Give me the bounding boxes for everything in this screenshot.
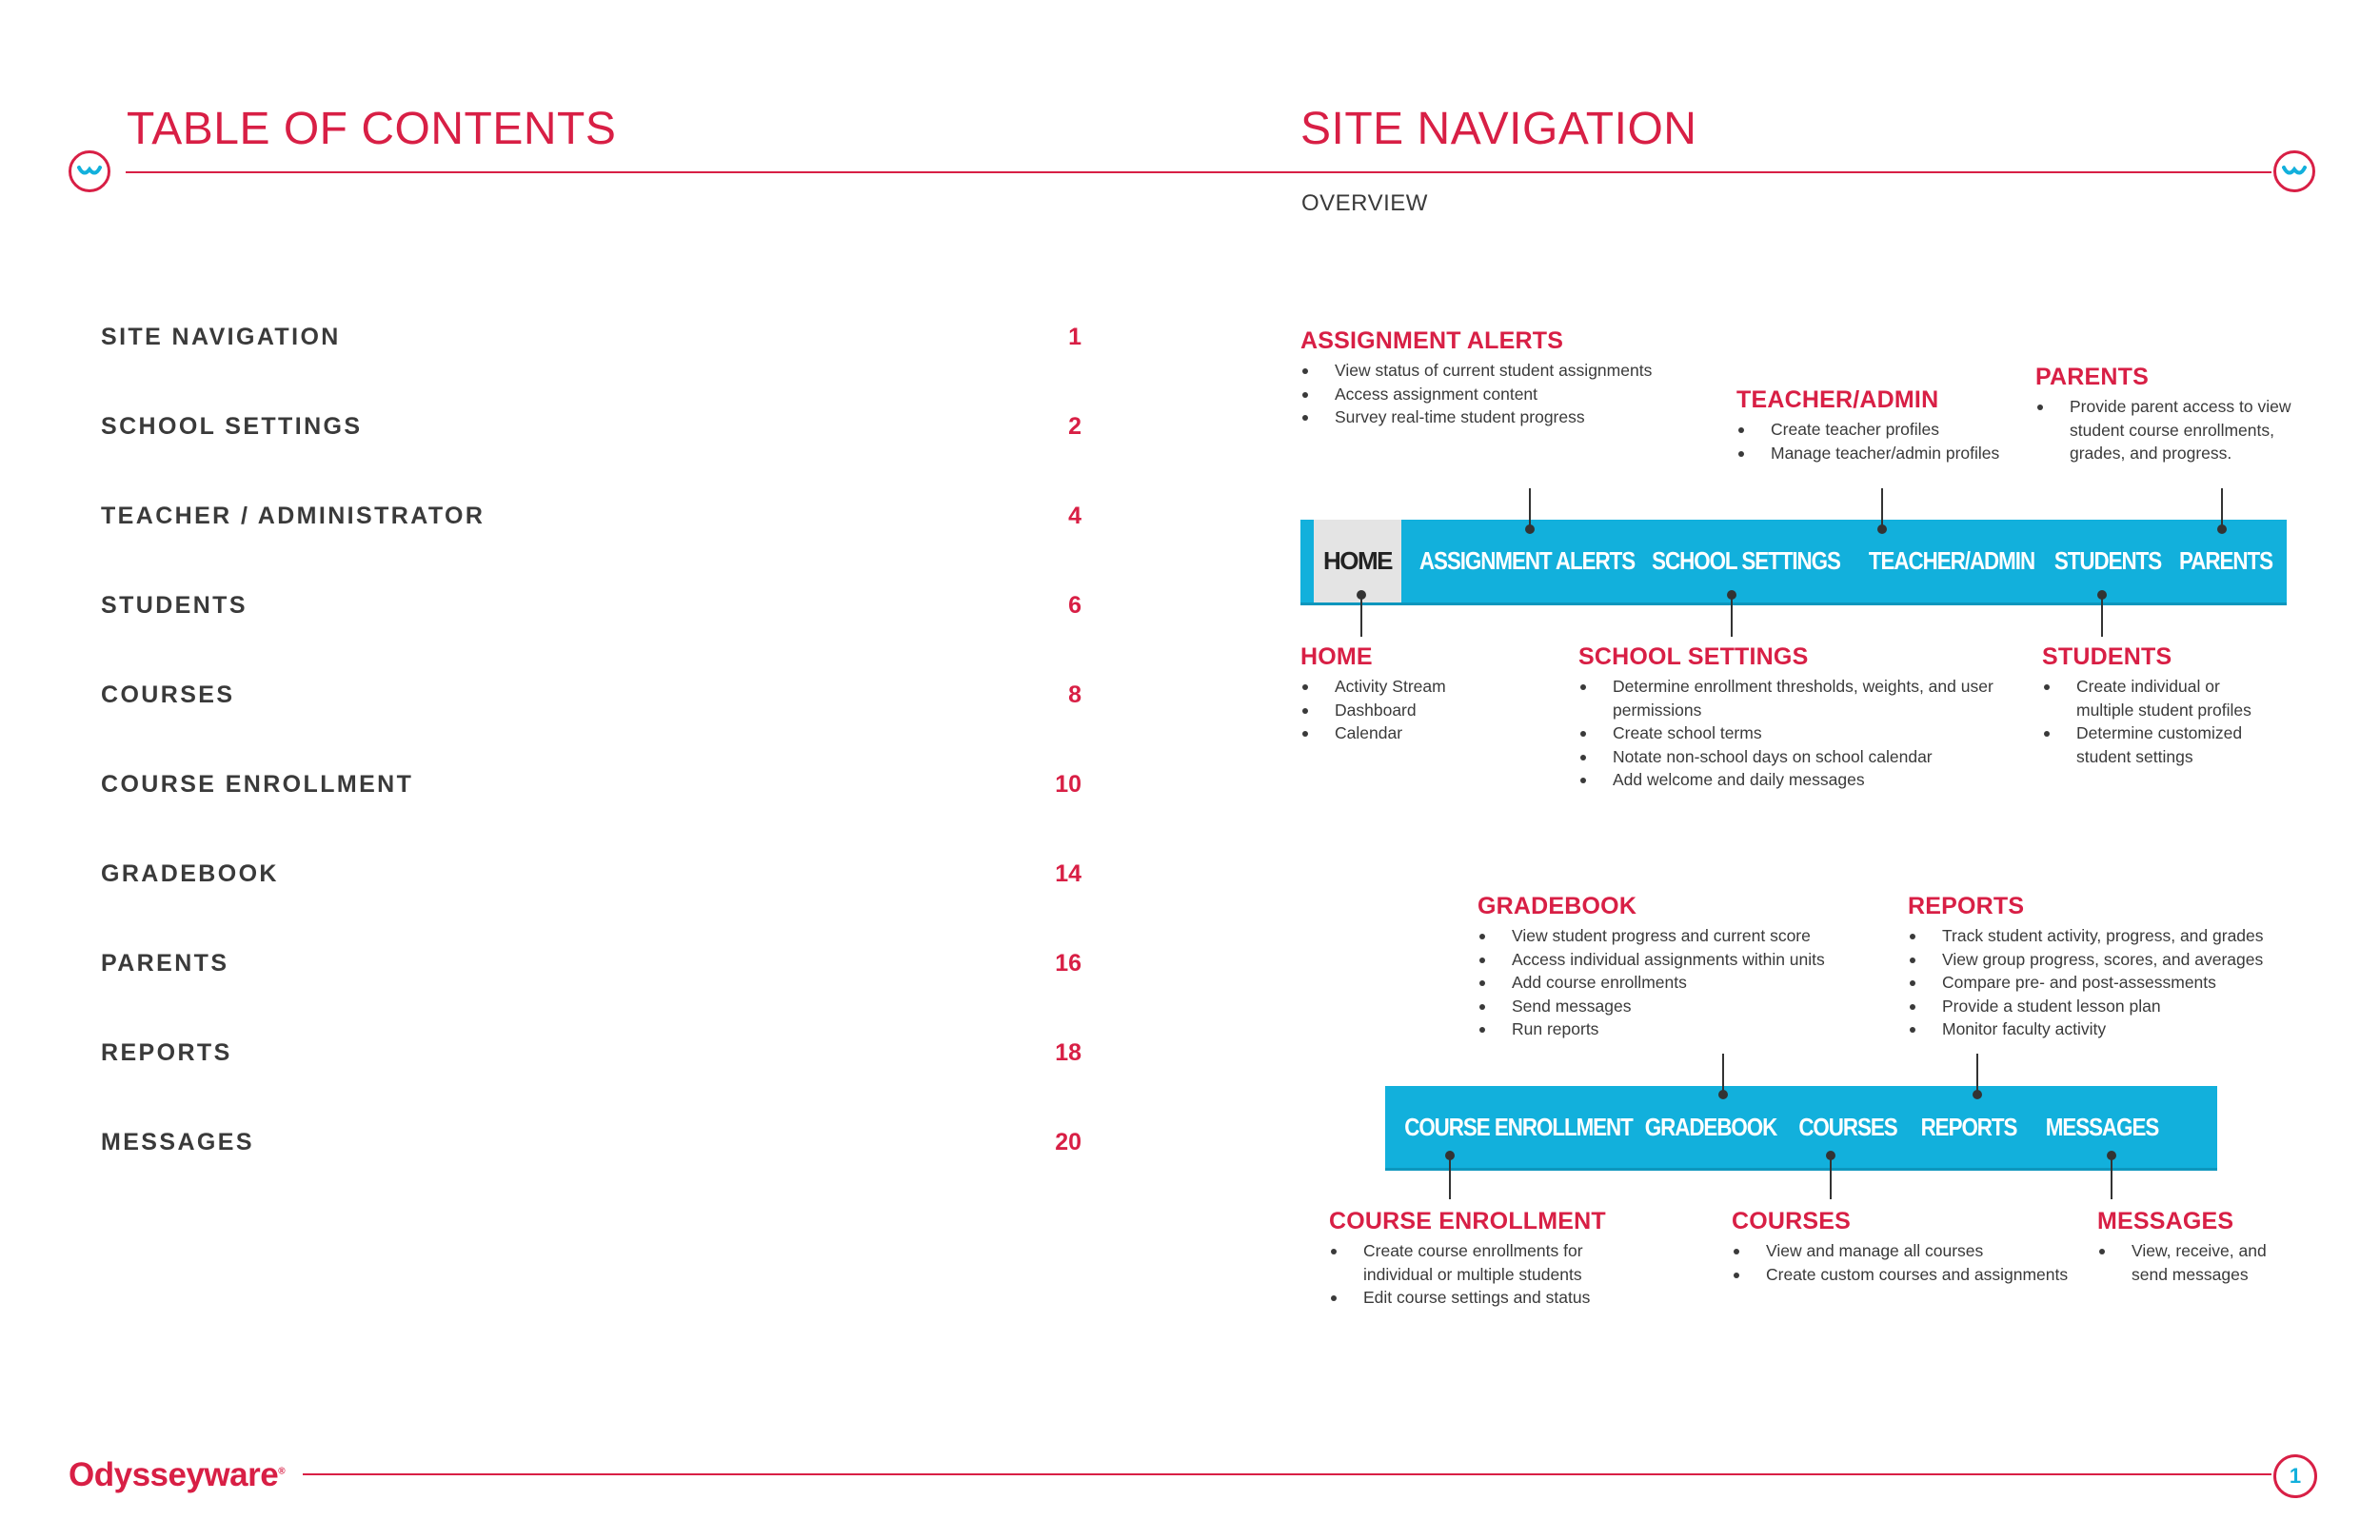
toc-item-label: REPORTS [101, 1039, 232, 1066]
toc-item-label: STUDENTS [101, 592, 248, 619]
toc-item-page: 1 [1068, 324, 1081, 350]
toc-item-page: 16 [1055, 950, 1081, 977]
callout-item: Create school terms [1578, 721, 1997, 745]
callout-item: Provide a student lesson plan [1908, 995, 2327, 1018]
nav-bar-secondary [1385, 1086, 2217, 1171]
nav-gradebook-button[interactable]: GRADEBOOK [1644, 1112, 1777, 1141]
toc-item-page: 4 [1068, 503, 1081, 529]
callout-item: Access individual assignments within units [1478, 948, 1896, 972]
connector-dot [1973, 1090, 1982, 1099]
callout-messages [2097, 1208, 2288, 1286]
toc-item[interactable] [101, 503, 1081, 541]
nav-courses-button[interactable]: COURSES [1798, 1112, 1897, 1141]
callout-title: SCHOOL SETTINGS [1578, 643, 1809, 670]
callout-title: STUDENTS [2042, 643, 2172, 670]
callout-item: Track student activity, progress, and grades [1908, 924, 2327, 948]
footer-rule [303, 1473, 2271, 1475]
callout-students [2042, 643, 2280, 768]
callout-teacher-admin [1736, 386, 2041, 464]
connector-line [1881, 488, 1883, 528]
nav-school-settings-button[interactable]: SCHOOL SETTINGS [1652, 546, 1840, 575]
connector-line [1529, 488, 1531, 528]
callout-title: MESSAGES [2097, 1208, 2234, 1234]
callout-item: Compare pre- and post-assessments [1908, 971, 2327, 995]
callout-title: HOME [1300, 643, 1373, 670]
brand-mark-left-icon [69, 150, 110, 192]
connector-dot [1525, 524, 1535, 534]
brand-logo-text: Odysseyware [69, 1456, 279, 1493]
connector-line [1722, 1054, 1724, 1094]
toc-item-label: COURSES [101, 681, 235, 708]
callout-title: COURSES [1732, 1208, 1852, 1234]
nav-students-button[interactable]: STUDENTS [2053, 546, 2162, 575]
callout-home [1300, 643, 1548, 745]
callout-school-settings [1578, 643, 1997, 792]
brand-mark-right-icon [2273, 150, 2315, 192]
callout-title: ASSIGNMENT ALERTS [1300, 327, 1564, 354]
connector-line [1731, 595, 1733, 637]
callout-item: Determine enrollment thresholds, weights, and user permissions [1578, 675, 1997, 721]
nav-course-enrollment-button[interactable]: COURSE ENROLLMENT [1404, 1112, 1633, 1141]
callout-item: Create teacher profiles [1736, 418, 2041, 442]
page-title-toc: TABLE OF CONTENTS [127, 104, 617, 154]
callout-title: GRADEBOOK [1478, 893, 1637, 919]
callout-item: Determine customized student settings [2042, 721, 2280, 768]
toc-item-label: SCHOOL SETTINGS [101, 413, 363, 440]
toc-item[interactable] [101, 1129, 1081, 1167]
page-title-site-navigation: SITE NAVIGATION [1300, 104, 1697, 154]
toc-item-page: 18 [1055, 1039, 1081, 1066]
toc-item[interactable] [101, 681, 1081, 720]
connector-dot [1877, 524, 1887, 534]
connector-dot [1718, 1090, 1728, 1099]
callout-item: Manage teacher/admin profiles [1736, 442, 2041, 465]
callout-item: Provide parent access to view student course enrollments, grades, and progress. [2035, 395, 2313, 465]
nav-teacher-admin-button[interactable]: TEACHER/ADMIN [1868, 546, 2035, 575]
header-rule [126, 171, 2271, 173]
toc-item[interactable] [101, 1039, 1081, 1077]
toc-item[interactable] [101, 771, 1081, 809]
toc-item[interactable] [101, 950, 1081, 988]
callout-title: PARENTS [2035, 364, 2150, 390]
callout-item: Survey real-time student progress [1300, 405, 1738, 429]
nav-home-button[interactable]: HOME [1314, 520, 1401, 602]
toc-item-label: MESSAGES [101, 1129, 254, 1155]
callout-item: Create individual or multiple student profiles [2042, 675, 2280, 721]
callout-item: View, receive, and send messages [2097, 1239, 2288, 1286]
toc-item[interactable] [101, 413, 1081, 451]
toc-item[interactable] [101, 324, 1081, 362]
connector-line [2221, 488, 2223, 528]
callout-parents [2035, 364, 2313, 465]
callout-item: Add welcome and daily messages [1578, 768, 1997, 792]
connector-line [1449, 1155, 1451, 1199]
connector-line [1976, 1054, 1978, 1094]
toc-item-page: 20 [1055, 1129, 1081, 1155]
toc-item-label: TEACHER / ADMINISTRATOR [101, 503, 486, 529]
toc-item-label: COURSE ENROLLMENT [101, 771, 414, 798]
connector-dot [2217, 524, 2227, 534]
nav-assignment-alerts-button[interactable]: ASSIGNMENT ALERTS [1418, 546, 1636, 575]
toc-item-label: SITE NAVIGATION [101, 324, 341, 350]
page-number-badge: 1 [2273, 1454, 2317, 1498]
toc-item-label: PARENTS [101, 950, 229, 977]
callout-assignment-alerts [1300, 327, 1738, 429]
callout-item: Send messages [1478, 995, 1896, 1018]
callout-item: Create custom courses and assignments [1732, 1263, 2093, 1287]
callout-item: Run reports [1478, 1017, 1896, 1041]
callout-item: Access assignment content [1300, 383, 1738, 406]
toc-item[interactable] [101, 592, 1081, 630]
callout-item: Monitor faculty activity [1908, 1017, 2327, 1041]
nav-reports-button[interactable]: REPORTS [1920, 1112, 2017, 1141]
callout-course-enrollment [1329, 1208, 1634, 1310]
brand-logo: Odysseyware® [69, 1456, 286, 1493]
callout-item: View and manage all courses [1732, 1239, 2093, 1263]
callout-item: Notate non-school days on school calendar [1578, 745, 1997, 769]
callout-item: Activity Stream [1300, 675, 1548, 699]
toc-item-page: 2 [1068, 413, 1081, 440]
connector-line [2101, 595, 2103, 637]
callout-item: View student progress and current score [1478, 924, 1896, 948]
toc-item-page: 14 [1055, 860, 1081, 887]
nav-parents-button[interactable]: PARENTS [2179, 546, 2272, 575]
callout-reports [1908, 893, 2327, 1041]
connector-line [2111, 1155, 2112, 1199]
callout-item: View status of current student assignments [1300, 359, 1738, 383]
callout-gradebook [1478, 893, 1896, 1041]
callout-item: Dashboard [1300, 699, 1548, 722]
toc-item-label: GRADEBOOK [101, 860, 279, 887]
nav-bar-primary [1300, 520, 2287, 605]
callout-item: Add course enrollments [1478, 971, 1896, 995]
callout-title: TEACHER/ADMIN [1736, 386, 1939, 413]
toc-item-page: 6 [1068, 592, 1081, 619]
callout-title: COURSE ENROLLMENT [1329, 1208, 1606, 1234]
callout-item: Create course enrollments for individual or multiple students [1329, 1239, 1634, 1286]
callout-item: View group progress, scores, and averages [1908, 948, 2327, 972]
callout-item: Calendar [1300, 721, 1548, 745]
callout-courses [1732, 1208, 2093, 1286]
section-subtitle: OVERVIEW [1301, 190, 1428, 216]
nav-messages-button[interactable]: MESSAGES [2045, 1112, 2159, 1141]
connector-line [1360, 595, 1362, 637]
toc-item-page: 8 [1068, 681, 1081, 708]
toc-item-page: 10 [1055, 771, 1081, 798]
callout-item: Edit course settings and status [1329, 1286, 1634, 1310]
callout-title: REPORTS [1908, 893, 2025, 919]
connector-line [1830, 1155, 1832, 1199]
toc-item[interactable] [101, 860, 1081, 898]
